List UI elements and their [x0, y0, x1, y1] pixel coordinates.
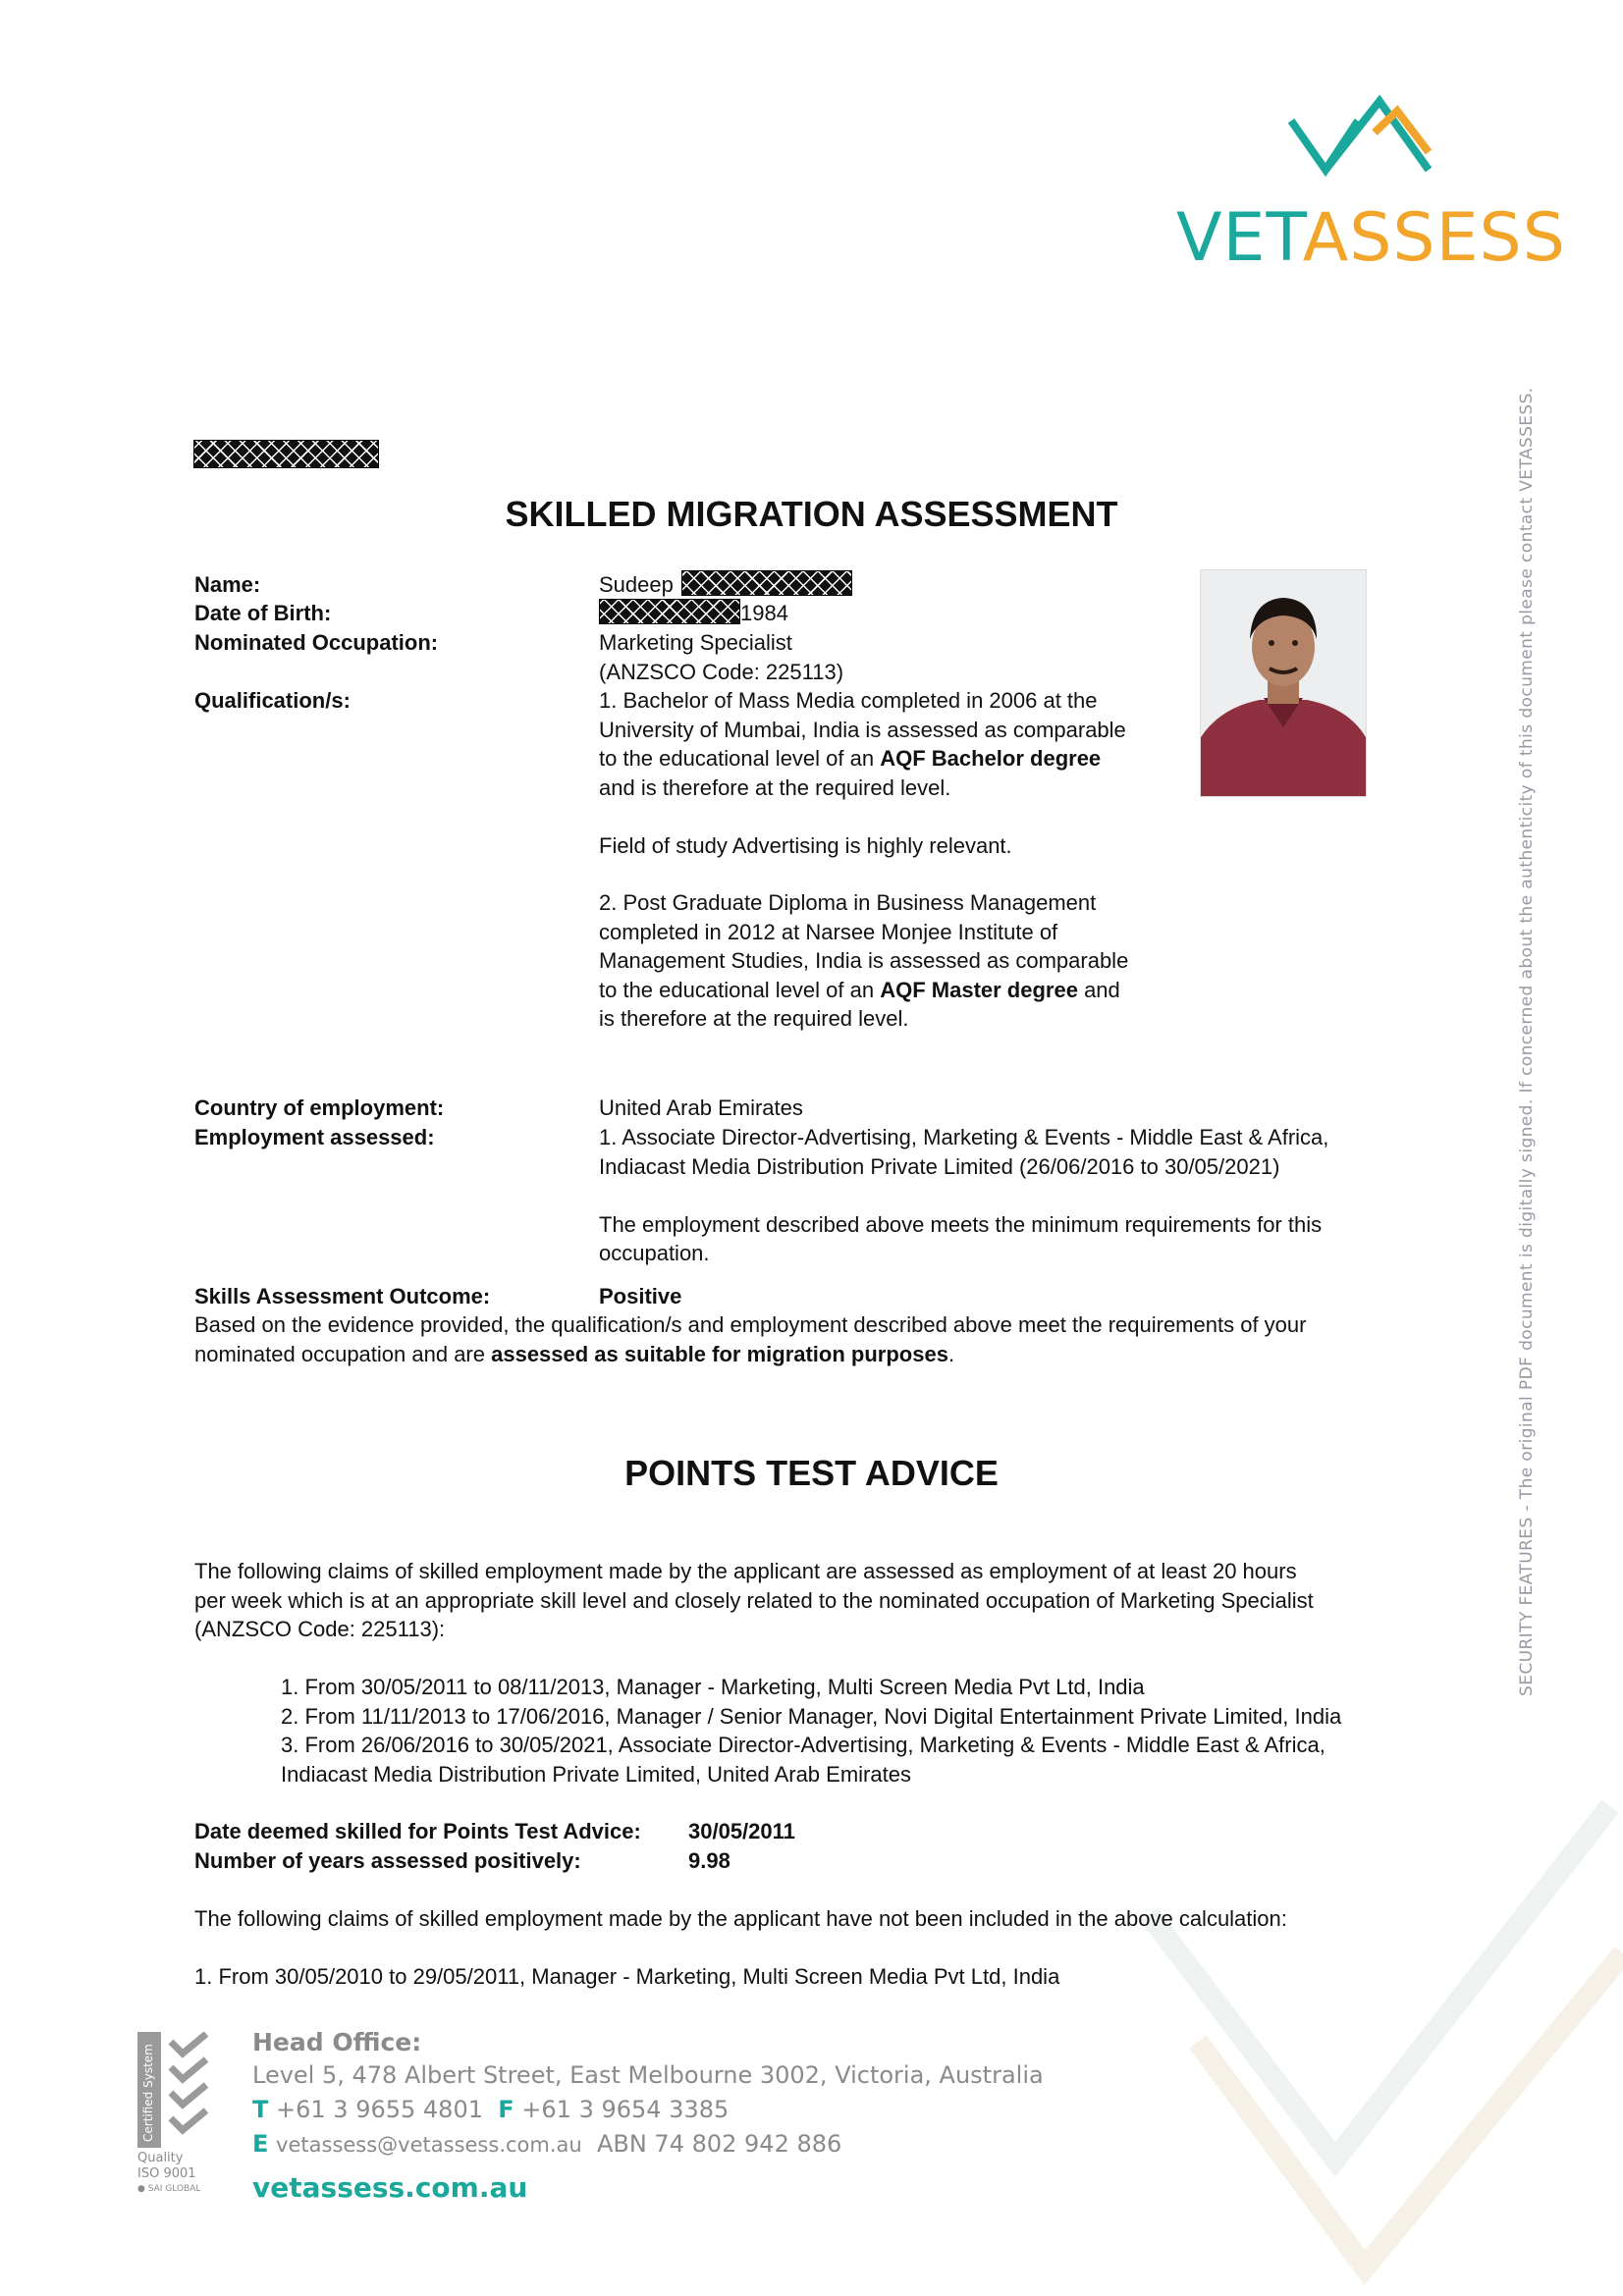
qual2-line4 — [599, 976, 1128, 1005]
outcome-line2-text: nominated occupation and are — [194, 1341, 492, 1366]
badge-certified-text: Certified System — [141, 2044, 155, 2142]
deemed-value: 30/05/2011 — [688, 1819, 795, 1843]
qual2-level: AQF Master degree — [880, 977, 1078, 1002]
badge-checks-icon — [165, 2032, 212, 2148]
claim-item: 3. From 26/06/2016 to 30/05/2021, Associate Director-Advertising, Marketing & Events - Middle East & Africa, — [281, 1733, 1325, 1757]
qual1-line1: 1. Bachelor of Mass Media completed in 2006 at the — [599, 688, 1098, 713]
phone-label: T — [252, 2096, 269, 2123]
points-intro-line3: (ANZSCO Code: 225113): — [194, 1617, 446, 1641]
points-intro — [194, 1557, 1314, 1644]
badge-sai: ● SAI GLOBAL — [137, 2184, 201, 2194]
office-address: Level 5, 478 Albert Street, East Melbourne 3002, Victoria, Australia — [252, 2061, 1044, 2089]
outcome-text — [194, 1310, 1306, 1368]
email-label: E — [252, 2130, 269, 2158]
email-address[interactable]: vetassess@vetassess.com.au — [276, 2133, 582, 2157]
phone-number: +61 3 9655 4801 — [276, 2096, 483, 2123]
qual2-line1: 2. Post Graduate Diploma in Business Management — [599, 890, 1097, 915]
security-notice: SECURITY FEATURES - The original PDF document is digitally signed. If concerned about the authenticity of this document please contact VETASSESS. — [1517, 387, 1537, 1696]
occupation-code: (ANZSCO Code: 225113) — [599, 660, 844, 684]
outcome-suitable: assessed as suitable for migration purposes — [491, 1341, 948, 1366]
badge-sai-text: SAI GLOBAL — [147, 2184, 201, 2194]
applicant-name — [599, 570, 852, 600]
qual2-line3: Management Studies, India is assessed as comparable — [599, 948, 1129, 973]
qual1-line2: University of Mumbai, India is assessed as comparable — [599, 717, 1126, 742]
page-title: SKILLED MIGRATION ASSESSMENT — [505, 494, 1118, 534]
office-phone-fax — [252, 2096, 729, 2123]
website-link[interactable]: vetassess.com.au — [252, 2171, 528, 2204]
employment-line2: Indiacast Media Distribution Private Limited (26/06/2016 to 30/05/2021) — [599, 1153, 1280, 1179]
claim-item-continued: Indiacast Media Distribution Private Limited, United Arab Emirates — [281, 1761, 911, 1787]
claim-item: 2. From 11/11/2013 to 17/06/2016, Manager / Senior Manager, Novi Digital Entertainment Private Limited, India — [281, 1703, 1342, 1729]
years-value: 9.98 — [688, 1848, 730, 1873]
iso-badge — [135, 2032, 214, 2204]
dob-year: 1984 — [740, 601, 788, 625]
qual2-line4-post: and — [1077, 977, 1120, 1002]
abn-number: ABN 74 802 942 886 — [596, 2130, 842, 2158]
badge-iso: ISO 9001 — [137, 2166, 196, 2181]
logo-mark-icon — [1281, 93, 1438, 201]
label-dob: Date of Birth: — [194, 601, 332, 625]
applicant-photo — [1200, 569, 1367, 797]
points-title: POINTS TEST ADVICE — [624, 1453, 999, 1493]
outcome-line1: Based on the evidence provided, the qualification/s and employment described above meet the requirements of your — [194, 1312, 1307, 1337]
label-qualifications: Qualification/s: — [194, 688, 351, 713]
qual2-line5: is therefore at the required level. — [599, 1006, 909, 1031]
outcome-line2 — [194, 1340, 1306, 1369]
photo-portrait-icon — [1201, 570, 1366, 796]
deemed-label: Date deemed skilled for Points Test Advice: — [194, 1819, 641, 1843]
label-employment: Employment assessed: — [194, 1125, 435, 1149]
redacted-dob — [599, 599, 740, 624]
label-occupation: Nominated Occupation: — [194, 630, 439, 655]
vetassess-logo — [1173, 93, 1566, 280]
badge-bar — [137, 2032, 161, 2148]
qual2-line4-text: to the educational level of an — [599, 977, 881, 1002]
points-claims-list — [281, 1673, 1341, 1789]
points-intro-line1: The following claims of skilled employment made by the applicant are assessed as employment of at least 20 hours — [194, 1559, 1297, 1583]
outcome-value: Positive — [599, 1284, 682, 1308]
head-office-label: Head Office: — [252, 2028, 422, 2056]
points-intro-line2: per week which is at an appropriate skill level and closely related to the nominated occupation of Marketing Specialist — [194, 1587, 1314, 1613]
qual1-level: AQF Bachelor degree — [880, 746, 1102, 771]
employment-note1: The employment described above meets the minimum requirements for this — [599, 1211, 1323, 1237]
watermark-chevrons-icon — [1139, 1787, 1623, 2296]
qualification-2 — [599, 888, 1128, 1034]
qual2-line2: completed in 2012 at Narsee Monjee Institute of — [599, 919, 1058, 944]
badge-quality: Quality — [137, 2151, 184, 2165]
redacted-reference — [193, 440, 379, 468]
label-name: Name: — [194, 572, 261, 597]
logo-wordmark: VETASSESS — [1176, 199, 1566, 277]
occupation-name: Marketing Specialist — [599, 630, 792, 655]
employment-details — [599, 1123, 1328, 1268]
label-country: Country of employment: — [194, 1095, 445, 1120]
qual1-line4: and is therefore at the required level. — [599, 774, 951, 800]
claim-item: 1. From 30/05/2011 to 08/11/2013, Manager - Marketing, Multi Screen Media Pvt Ltd, India — [281, 1675, 1145, 1699]
excluded-item: 1. From 30/05/2010 to 29/05/2011, Manager - Marketing, Multi Screen Media Pvt Ltd, India — [194, 1964, 1060, 1989]
outcome-line2-post: . — [947, 1341, 955, 1366]
qual1-line3 — [599, 744, 1126, 774]
employment-note2: occupation. — [599, 1241, 710, 1265]
qual1-field: Field of study Advertising is highly relevant. — [599, 832, 1012, 858]
employment-country: United Arab Emirates — [599, 1095, 803, 1120]
excluded-intro: The following claims of skilled employment made by the applicant have not been included in the above calculation: — [194, 1906, 1287, 1931]
fax-label: F — [498, 2096, 514, 2123]
employment-line1: 1. Associate Director-Advertising, Marketing & Events - Middle East & Africa, — [599, 1125, 1329, 1149]
years-label: Number of years assessed positively: — [194, 1848, 581, 1873]
qual1-line3-text: to the educational level of an — [599, 746, 881, 771]
label-outcome: Skills Assessment Outcome: — [194, 1284, 491, 1308]
fax-number: +61 3 9654 3385 — [521, 2096, 730, 2123]
first-name: Sudeep — [599, 572, 674, 597]
office-email-abn — [252, 2130, 841, 2158]
applicant-dob — [599, 599, 788, 628]
qualification-1 — [599, 686, 1126, 860]
redacted-surname — [681, 570, 852, 596]
